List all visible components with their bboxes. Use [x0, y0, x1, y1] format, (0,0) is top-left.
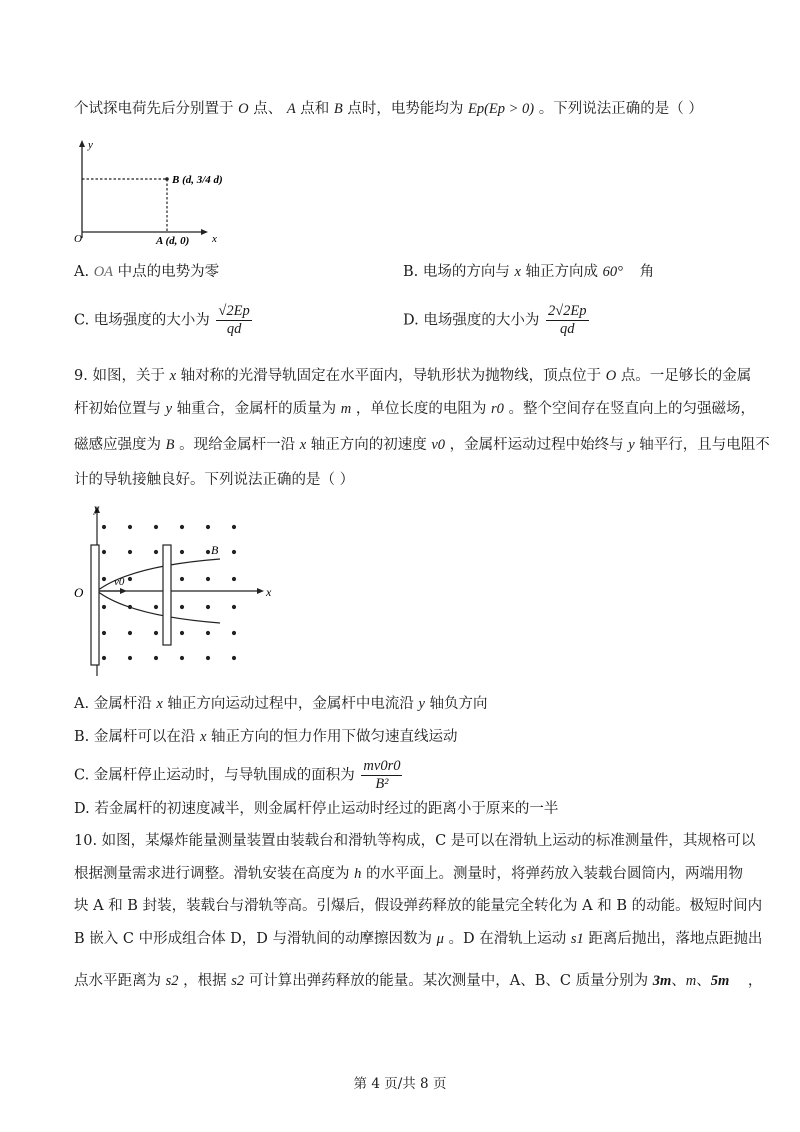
- q10-line-1-text: 10. 如图，某爆炸能量测量装置由装载台和滑轨等构成，C 是可以在滑轨上运动的标准测量件，其规格可以: [74, 833, 756, 849]
- q8-option-b-tail: 角: [639, 264, 655, 280]
- q10-line-4-a: B 嵌入 C 中形成组合体 D，D 与滑轨间的动摩擦因数为: [74, 931, 433, 947]
- q8-option-d-denominator: qd: [559, 321, 575, 337]
- q9-option-a-1: A. 金属杆沿: [74, 696, 152, 712]
- q10-var-h: h: [354, 866, 362, 882]
- q9-line-3: [74, 435, 770, 455]
- q9-line-2-b: 轴重合，金属杆的质量为: [176, 401, 337, 417]
- q9-option-a-2: 轴正方向运动过程中，金属杆中电流沿: [167, 696, 414, 712]
- q9-var-b: B: [165, 437, 175, 453]
- q9-line-2-c: ，单位长度的电阻为: [355, 401, 487, 417]
- q8-option-d-fraction: [546, 303, 589, 338]
- q8-option-b: [403, 262, 654, 282]
- q10-var-mu: μ: [436, 931, 444, 947]
- q8-option-a: [74, 262, 219, 282]
- q9-option-d: [74, 799, 558, 819]
- q8-option-a-text: 中点的电势为零: [117, 264, 220, 280]
- q9-velocity-arrowhead: [120, 588, 127, 594]
- q9-line-3-d: ，金属杆运动过程中始终与: [449, 437, 624, 453]
- q8-fig-a-label: A (d, 0): [156, 235, 190, 247]
- q8-stem-e: 。下列说法正确的是（ ）: [538, 101, 703, 117]
- q10-mass-c: 5m: [710, 973, 730, 989]
- q9-fig-b-label: B: [211, 543, 219, 557]
- q8-option-d-prefix: D. 电场强度的大小为: [403, 312, 540, 329]
- q8-figure: [72, 138, 252, 250]
- q10-mass-b: m: [685, 973, 697, 989]
- q9-line-2: [74, 399, 755, 419]
- q9-var-v0: v0: [431, 437, 446, 453]
- q10-var-s1: s1: [570, 931, 584, 947]
- q9-option-c-numerator: mv0r0: [363, 758, 401, 774]
- q10-var-s2: s2: [165, 973, 179, 989]
- q9-line-3-c: 轴正方向的初速度: [310, 437, 427, 453]
- q8-fig-y-label: y: [88, 139, 93, 151]
- q9-var-r0: r0: [490, 401, 504, 417]
- q9-option-b: [74, 727, 458, 747]
- q9-option-b-var-x: x: [199, 729, 207, 745]
- q9-option-a: [74, 694, 488, 714]
- q9-line-2-a: 杆初始位置与: [74, 401, 161, 417]
- q8-ep-expression: Ep(Ep > 0): [467, 101, 535, 117]
- q9-var-x-2: x: [299, 437, 307, 453]
- q10-line-5: [74, 971, 762, 991]
- q9-var-y: y: [165, 401, 173, 417]
- q8-option-d: [403, 303, 589, 338]
- q9-line-2-d: 。整个空间存在竖直向上的匀强磁场，: [508, 401, 755, 417]
- q10-line-1: [74, 831, 755, 851]
- q10-line-5-b: ，根据: [183, 973, 227, 989]
- q9-option-c-fraction: [361, 758, 402, 793]
- q10-mass-a: 3m: [652, 973, 672, 989]
- q10-line-2-a: 根据测量需求进行调整。滑轨安装在高度为: [74, 866, 350, 882]
- q10-line-3: [74, 896, 762, 916]
- q10-var-s2-again: s2: [231, 973, 245, 989]
- q8-stem: [74, 99, 703, 119]
- q8-fig-origin: O: [74, 233, 82, 245]
- q8-stem-d: 点时，电势能均为: [347, 101, 464, 117]
- q9-line-3-a: 磁感应强度为: [74, 437, 161, 453]
- q10-line-2-b: 的水平面上。测量时，将弹药放入装载台圆筒内，两端用物: [365, 866, 743, 882]
- q9-var-o: O: [605, 368, 617, 384]
- q8-option-c-fraction: [216, 303, 251, 338]
- q8-stem-c: 点和: [300, 101, 330, 117]
- q8-option-d-numerator: 2√2Ep: [547, 303, 587, 319]
- q9-option-a-var-x: x: [156, 696, 163, 712]
- q9-rod-moved: [163, 545, 171, 645]
- q8-stem-b: 点、: [253, 101, 283, 117]
- q10-separator-1: 、: [671, 973, 686, 989]
- q9-option-a-var-y: y: [418, 696, 425, 712]
- q9-line-1: [74, 366, 751, 386]
- q10-separator-2: 、: [696, 973, 711, 989]
- q8-fig-x-label: x: [212, 233, 217, 245]
- q8-point-b: B: [333, 101, 343, 117]
- q10-line-4-c: 距离后抛出，落地点距抛出: [588, 931, 763, 947]
- q9-x-arrow: [257, 588, 264, 594]
- q9-option-b-1: B. 金属杆可以在沿: [74, 729, 196, 745]
- q10-line-5-c: 可计算出弹药释放的能量。某次测量中，A、B、C 质量分别为: [248, 973, 649, 989]
- q8-point-b-dot: [165, 177, 169, 181]
- q10-line-5-a: 点水平距离为: [74, 973, 161, 989]
- page-footer: 第 4 页/共 8 页: [353, 1076, 447, 1092]
- q10-line-5-tail: ，: [747, 973, 763, 989]
- q9-fig-v0-label: v0: [114, 576, 125, 588]
- q9-var-y-2: y: [628, 437, 635, 453]
- q9-fig-y-label: y: [94, 501, 100, 515]
- q9-option-d-text: D. 若金属杆的初速度减半，则金属杆停止运动时经过的距离小于原来的一半: [74, 801, 559, 817]
- q8-option-b-prefix: B. 电场的方向与: [403, 264, 510, 280]
- q9-fig-x-label: x: [266, 585, 272, 599]
- q9-line-1-b: 轴对称的光滑导轨固定在水平面内，导轨形状为抛物线，顶点位于: [180, 368, 602, 384]
- q10-line-4: [74, 929, 762, 949]
- q9-line-1-a: 9. 如图，关于: [74, 368, 165, 384]
- q9-line-4: [74, 470, 354, 490]
- q8-option-b-angle: 60°: [602, 264, 623, 280]
- q9-line-1-c: 点。一足够长的金属: [620, 368, 752, 384]
- q8-option-a-prefix: A.: [74, 264, 90, 280]
- q10-line-3-text: 块 A 和 B 封装，装载台与滑轨等高。引爆后，假设弹药释放的能量完全转化为 A 和 B 的动能。极短时间内: [74, 898, 763, 914]
- q9-figure: [70, 500, 285, 680]
- q10-line-2: [74, 864, 743, 884]
- q8-option-c: [74, 303, 252, 338]
- q9-option-c: [74, 758, 402, 793]
- q8-x-arrow: [201, 229, 208, 235]
- q8-point-a: A: [286, 101, 296, 117]
- q9-fig-origin: O: [74, 585, 84, 600]
- q9-line-4-text: 计的导轨接触良好。下列说法正确的是（ ）: [74, 472, 355, 488]
- q9-var-m: m: [340, 401, 352, 417]
- q9-option-a-3: 轴负方向: [429, 696, 488, 712]
- q10-line-4-b: 。D 在滑轨上运动: [448, 931, 567, 947]
- q8-option-b-text: 轴正方向成: [525, 264, 599, 280]
- q8-option-c-prefix: C. 电场强度的大小为: [74, 312, 210, 329]
- q9-option-b-2: 轴正方向的恒力作用下做匀速直线运动: [211, 729, 458, 745]
- q8-fig-b-label: B (d, 3/4 d): [172, 174, 223, 186]
- q9-rod-initial: [91, 545, 99, 665]
- q9-line-3-b: 。现给金属杆一沿: [179, 437, 296, 453]
- q8-point-o: O: [238, 101, 249, 117]
- q9-option-c-1: C. 金属杆停止运动时，与导轨围成的面积为: [74, 767, 355, 784]
- q8-stem-a: 个试探电荷先后分别置于: [74, 101, 234, 117]
- q9-option-c-denominator: B²: [375, 776, 389, 792]
- q8-option-b-var: x: [514, 264, 521, 280]
- q8-option-c-numerator: √2Ep: [218, 303, 250, 319]
- q9-line-3-e: 轴平行，且与电阻不: [639, 437, 770, 453]
- q8-y-arrow: [79, 140, 85, 147]
- q9-var-x: x: [169, 368, 176, 384]
- q8-option-c-denominator: qd: [226, 321, 242, 337]
- q8-option-a-var: OA: [93, 264, 114, 280]
